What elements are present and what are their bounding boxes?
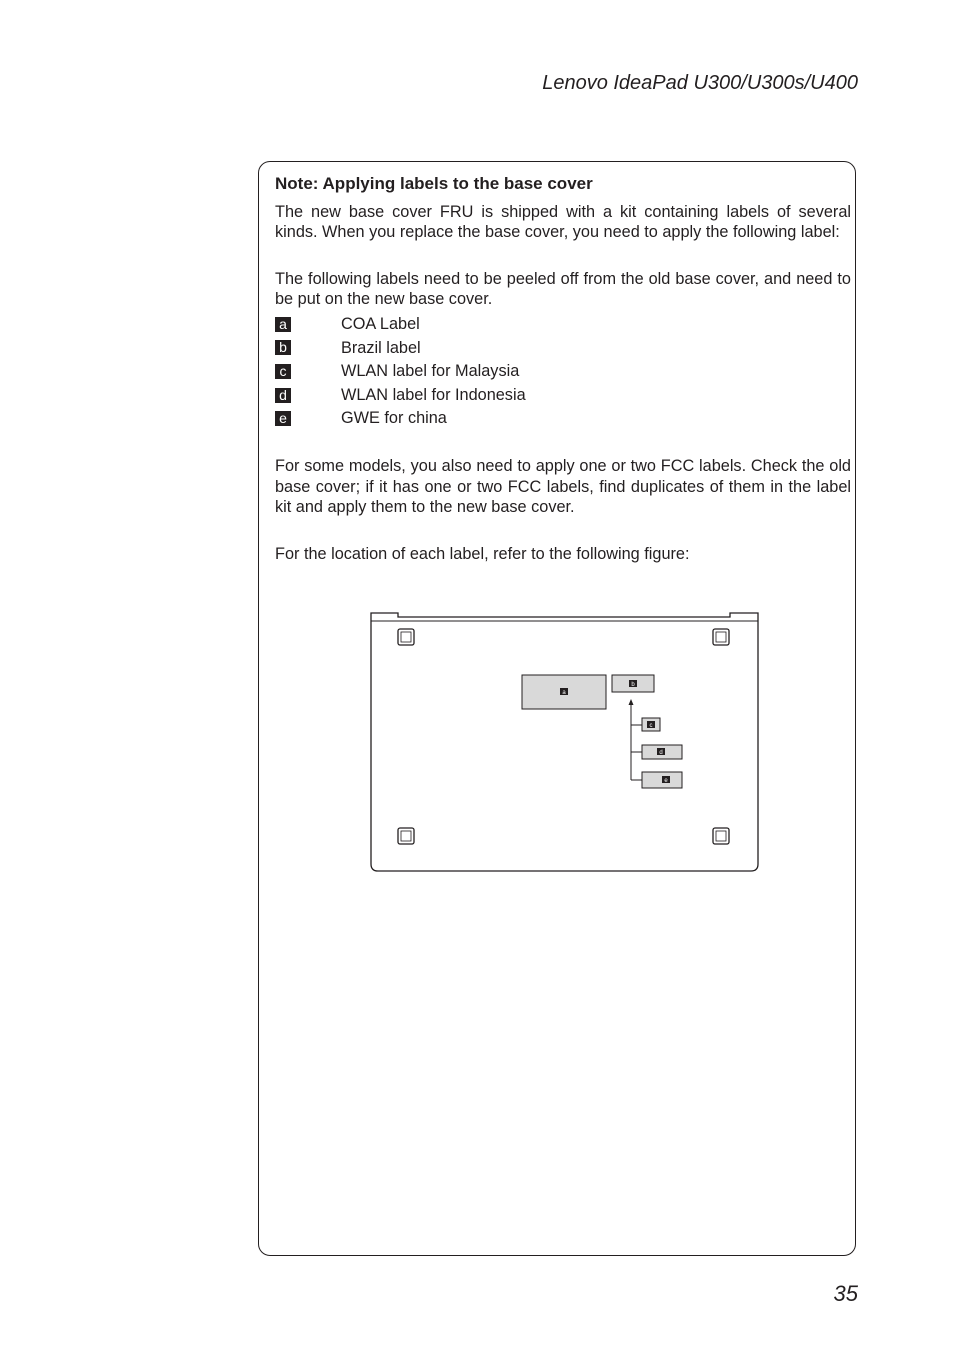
letter-badge-b: b (275, 340, 291, 355)
label-text: COA Label (341, 315, 420, 334)
label-item-coa (275, 313, 851, 337)
base-cover-figure (370, 612, 760, 874)
label-item-wlan-malaysia (275, 360, 851, 384)
label-item-gwe-china (275, 407, 851, 431)
label-text: Brazil label (341, 338, 421, 357)
label-item-wlan-indonesia (275, 383, 851, 407)
spacer (275, 243, 851, 269)
letter-badge-d: d (275, 388, 291, 403)
fcc-paragraph: For some models, you also need to apply one or two FCC labels. Check the old base cover; if it has one or two FCC labels, find duplicates of them in the label kit and apply them to the new base cover. (275, 457, 851, 517)
label-text: GWE for china (341, 409, 447, 428)
spacer (275, 430, 851, 456)
rubber-foot-bottom-right (713, 828, 729, 844)
letter-badge-c: c (275, 364, 291, 379)
marker-a: a (562, 690, 566, 696)
marker-d: d (659, 750, 663, 756)
marker-b: b (631, 682, 635, 688)
marker-c: c (649, 723, 653, 729)
note-box (258, 161, 856, 1256)
running-header-title: Lenovo IdeaPad U300/U300s/U400 (542, 72, 858, 94)
rubber-foot-bottom-left (398, 828, 414, 844)
letter-badge-a: a (275, 317, 291, 332)
base-cover-outline (371, 613, 758, 871)
intro-paragraph: The new base cover FRU is shipped with a kit containing labels of several kinds. When you replace the base cover, you need to apply the following label: (275, 202, 851, 241)
rubber-foot-top-right (713, 629, 729, 645)
peel-off-paragraph: The following labels need to be peeled off from the old base cover, and need to be put on the new base cover. (275, 269, 851, 308)
label-list (275, 313, 851, 431)
figure-reference-paragraph: For the location of each label, refer to the following figure: (275, 544, 690, 563)
label-item-brazil (275, 336, 851, 360)
letter-badge-e: e (275, 411, 291, 426)
marker-e: e (664, 778, 668, 784)
label-text: WLAN label for Indonesia (341, 385, 526, 404)
note-content (275, 174, 851, 564)
label-text: WLAN label for Malaysia (341, 362, 520, 381)
note-title: Note: Applying labels to the base cover (275, 174, 593, 193)
rubber-foot-top-left (398, 629, 414, 645)
spacer (275, 518, 851, 544)
page-number: 35 (833, 1281, 858, 1306)
